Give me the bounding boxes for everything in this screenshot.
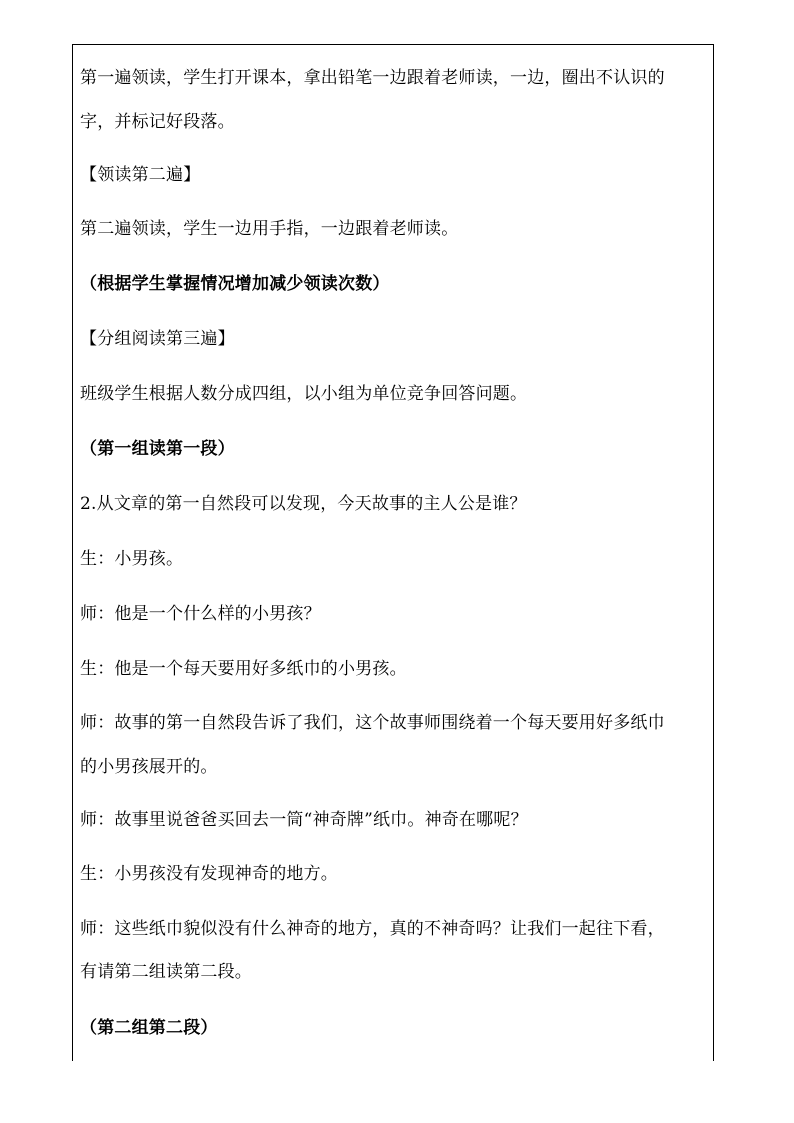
bold-note-line: （第二组第二段）	[80, 1018, 218, 1038]
bold-note-line: （第一组读第一段）	[80, 439, 235, 459]
text-line: 班级学生根据人数分成四组，以小组为单位竞争回答问题。	[80, 384, 528, 404]
text-line: 字，并标记好段落。	[80, 112, 235, 132]
text-line: 第二遍领读，学生一边用手指，一边跟着老师读。	[80, 219, 459, 239]
dialogue-line: 师：这些纸巾貌似没有什么神奇的地方，真的不神奇吗？让我们一起往下看，	[80, 919, 665, 939]
dialogue-line: 有请第二组读第二段。	[80, 962, 252, 982]
dialogue-line: 生：他是一个每天要用好多纸巾的小男孩。	[80, 659, 407, 679]
dialogue-line: 生：小男孩没有发现神奇的地方。	[80, 864, 338, 884]
dialogue-line: 生：小男孩。	[80, 549, 184, 569]
dialogue-line: 师：故事的第一自然段告诉了我们，这个故事师围绕着一个每天要用好多纸巾	[80, 713, 665, 733]
text-line: 【领读第二遍】	[80, 165, 201, 185]
section-heading-line: 【分组阅读第三遍】	[80, 329, 235, 349]
text-line: 第一遍领读，学生打开课本，拿出铅笔一边跟着老师读，一边，圈出不认识的	[80, 68, 665, 88]
question-line: 2.从文章的第一自然段可以发现，今天故事的主人公是谁？	[80, 494, 527, 514]
bold-note-line: （根据学生掌握情况增加减少领读次数）	[80, 274, 390, 294]
dialogue-line: 师：故事里说爸爸买回去一筒“神奇牌”纸巾。神奇在哪呢？	[80, 810, 528, 830]
dialogue-line: 师：他是一个什么样的小男孩？	[80, 604, 321, 624]
dialogue-line: 的小男孩展开的。	[80, 757, 218, 777]
